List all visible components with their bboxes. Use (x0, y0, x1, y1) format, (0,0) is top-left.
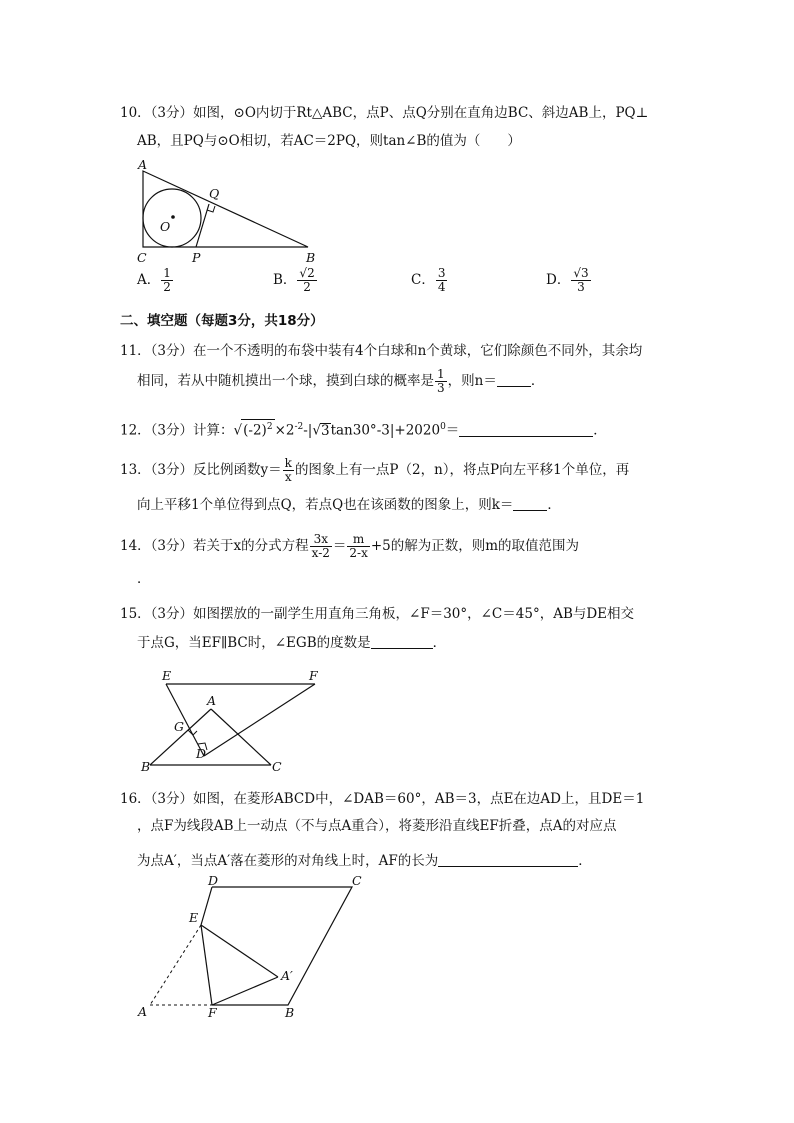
label-c: C (137, 250, 147, 265)
figure-q16 (137, 873, 362, 1020)
q14-fraction-1: $\frac{3x}{x-2}$ (311, 532, 330, 560)
segment-ea-prime (201, 925, 278, 977)
option-letter: D． (546, 272, 571, 288)
center-o-dot (171, 215, 175, 219)
q15-line2: 于点G，当EF∥BC时，∠EGB的度数是 ． (137, 635, 447, 651)
q11-line2: 相同，若从中随机摸出一个球，摸到白球的概率是 $\frac{1}{3}$ ，则n＝ ． (137, 367, 545, 395)
q11-fraction: $\frac{1}{3}$ (437, 367, 445, 395)
q16-line1: 16．（3分）如图，在菱形ABCD中，∠DAB＝60°，AB＝3，点E在边AD上，且DE＝1 (120, 791, 645, 807)
segment-de (201, 887, 212, 925)
q13-fraction: $\frac{k}{x}$ (284, 456, 292, 484)
label-e: E (162, 668, 172, 683)
q12-line: 12．（3分）计算：$√(-2)^2 \times 2^{-2}-|√3\tan 30^\circ-3|+2020^0=$ ． (120, 418, 607, 440)
option-fraction: $\frac{√3}{3}$ (573, 266, 589, 294)
label-q: Q (209, 186, 220, 201)
q11-answer-blank[interactable] (497, 372, 531, 387)
q14-line1: 14．（3分）若关于x的分式方程 $\frac{3x}{x-2}$ ＝ $\frac{m}{2-x}$ +5的解为正数，则m的取值范围为 (120, 532, 580, 560)
label-a: A (138, 157, 148, 172)
label-p: P (192, 250, 201, 265)
q10-option-b[interactable] (273, 267, 318, 294)
option-letter: B． (273, 272, 297, 288)
q12-answer-blank[interactable] (459, 422, 593, 437)
q15-answer-blank[interactable] (371, 634, 433, 649)
label-a-16: A (138, 1004, 148, 1019)
option-letter: A． (137, 272, 161, 288)
option-letter: C． (411, 272, 435, 288)
q14-line2: ． (137, 571, 151, 587)
q13-answer-blank[interactable] (513, 496, 547, 511)
q14-fraction-2: $\frac{m}{2-x}$ (349, 532, 368, 560)
label-c-15: C (272, 759, 282, 774)
label-o: O (160, 219, 171, 234)
q16-line3: 为点A′，当点A′落在菱形的对角线上时，AF的长为 ． (137, 853, 592, 869)
figure-q10 (137, 157, 315, 265)
q10-line1: 10．（3分）如图，⊙O内切于Rt△ABC，点P、点Q分别在直角边BC、斜边AB上，PQ⊥ (120, 105, 649, 121)
figure-q15 (140, 668, 319, 774)
label-e-16: E (189, 910, 199, 925)
q15-line1: 15．（3分）如图摆放的一副学生用直角三角板，∠F＝30°，∠C＝45°，AB与DE相交 (120, 606, 635, 622)
q16-answer-blank[interactable] (438, 852, 578, 867)
q10-option-a[interactable] (137, 267, 174, 294)
q11-line1: 11．（3分）在一个不透明的布袋中装有4个白球和n个黄球，它们除颜色不同外，其余均 (120, 343, 643, 359)
option-fraction: $\frac{1}{2}$ (163, 266, 171, 294)
label-b-15: B (141, 759, 151, 774)
label-d-16: D (208, 873, 219, 888)
q10-line2: AB，且PQ与⊙O相切，若AC＝2PQ，则tan∠B的值为（ ） (137, 133, 521, 149)
label-d-15: D (196, 746, 207, 761)
option-fraction: $\frac{√2}{2}$ (299, 266, 315, 294)
label-g: G (174, 719, 184, 734)
q13-line2: 向上平移1个单位得到点Q，若点Q也在该函数的图象上，则k＝ ． (137, 497, 561, 513)
right-angle-mark-g (188, 730, 197, 735)
q16-line2: ，点F为线段AB上一动点（不与点A重合），将菱形沿直线EF折叠，点A的对应点 (137, 818, 617, 834)
segment-ef-16 (201, 925, 212, 1005)
label-f: F (309, 668, 318, 683)
q10-option-c[interactable] (411, 267, 448, 294)
q10-option-d[interactable] (546, 267, 592, 294)
label-f-16: F (208, 1005, 217, 1020)
triangle-abc (143, 171, 308, 247)
segment-fa-prime (212, 977, 278, 1005)
q13-line1: 13．（3分）反比例函数y＝ $\frac{k}{x}$ 的图象上有一点P（2，n），将点P向左平移1个单位，再 (120, 456, 630, 484)
section-2-title: 二、填空题（每题3分，共18分） (120, 313, 324, 329)
label-a-15: A (207, 693, 217, 708)
label-a-prime: A′ (281, 968, 293, 983)
segment-ea-dashed (150, 925, 201, 1005)
label-b: B (306, 250, 316, 265)
segment-df (204, 684, 315, 756)
label-c-16: C (352, 873, 362, 888)
option-fraction: $\frac{3}{4}$ (437, 266, 446, 294)
segment-ac (211, 709, 271, 765)
label-b-16: B (285, 1005, 295, 1020)
